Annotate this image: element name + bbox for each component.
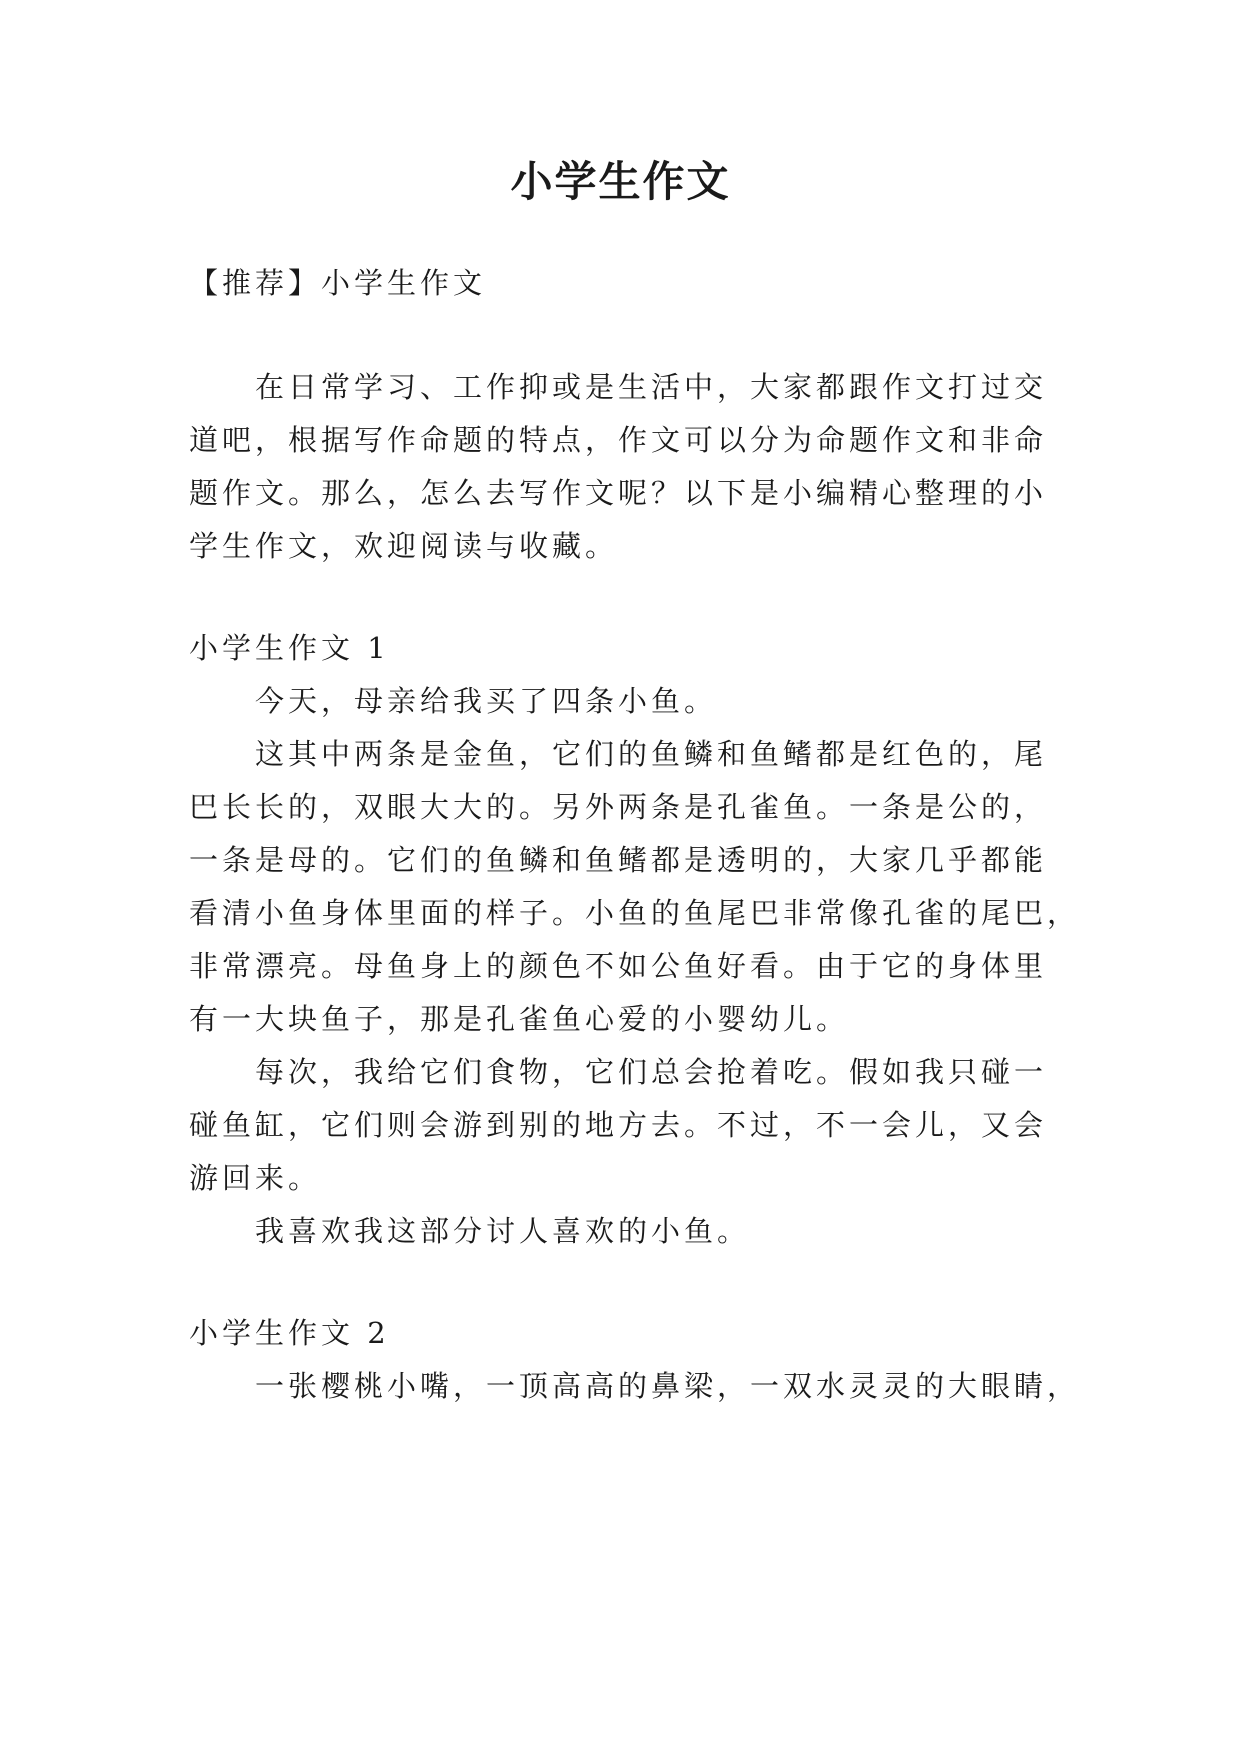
essay-line: 游回来。 (189, 1161, 322, 1195)
essay-2-heading: 小学生作文 2 (189, 1316, 390, 1350)
essay-line: 这其中两条是金鱼，它们的鱼鳞和鱼鳍都是红色的，尾 (255, 737, 1048, 771)
essay-line: 碰鱼缸，它们则会游到别的地方去。不过，不一会儿，又会 (189, 1108, 1048, 1142)
essay-line: 巴长长的，双眼大大的。另外两条是孔雀鱼。一条是公的， (189, 790, 1048, 824)
intro-line: 题作文。那么，怎么去写作文呢？以下是小编精心整理的小 (189, 476, 1048, 510)
document-subtitle: 【推荐】小学生作文 (189, 266, 487, 300)
essay-line: 今天，母亲给我买了四条小鱼。 (255, 684, 718, 718)
essay-line: 非常漂亮。母鱼身上的颜色不如公鱼好看。由于它的身体里 (189, 949, 1048, 983)
essay-line: 我喜欢我这部分讨人喜欢的小鱼。 (255, 1214, 751, 1248)
intro-line: 在日常学习、工作抑或是生活中，大家都跟作文打过交 (255, 370, 1048, 404)
essay-1-heading: 小学生作文 1 (189, 631, 390, 665)
essay-line: 一条是母的。它们的鱼鳞和鱼鳍都是透明的，大家几乎都能 (189, 843, 1048, 877)
document-title: 小学生作文 (510, 157, 731, 206)
intro-line: 道吧，根据写作命题的特点，作文可以分为命题作文和非命 (189, 423, 1048, 457)
essay-line: 每次，我给它们食物，它们总会抢着吃。假如我只碰一 (255, 1055, 1048, 1089)
intro-line: 学生作文，欢迎阅读与收藏。 (189, 529, 619, 563)
essay-line: 一张樱桃小嘴，一顶高高的鼻梁，一双水灵灵的大眼睛， (255, 1369, 1081, 1403)
essay-line: 有一大块鱼子，那是孔雀鱼心爱的小婴幼儿。 (189, 1002, 850, 1036)
essay-line: 看清小鱼身体里面的样子。小鱼的鱼尾巴非常像孔雀的尾巴， (189, 896, 1081, 930)
